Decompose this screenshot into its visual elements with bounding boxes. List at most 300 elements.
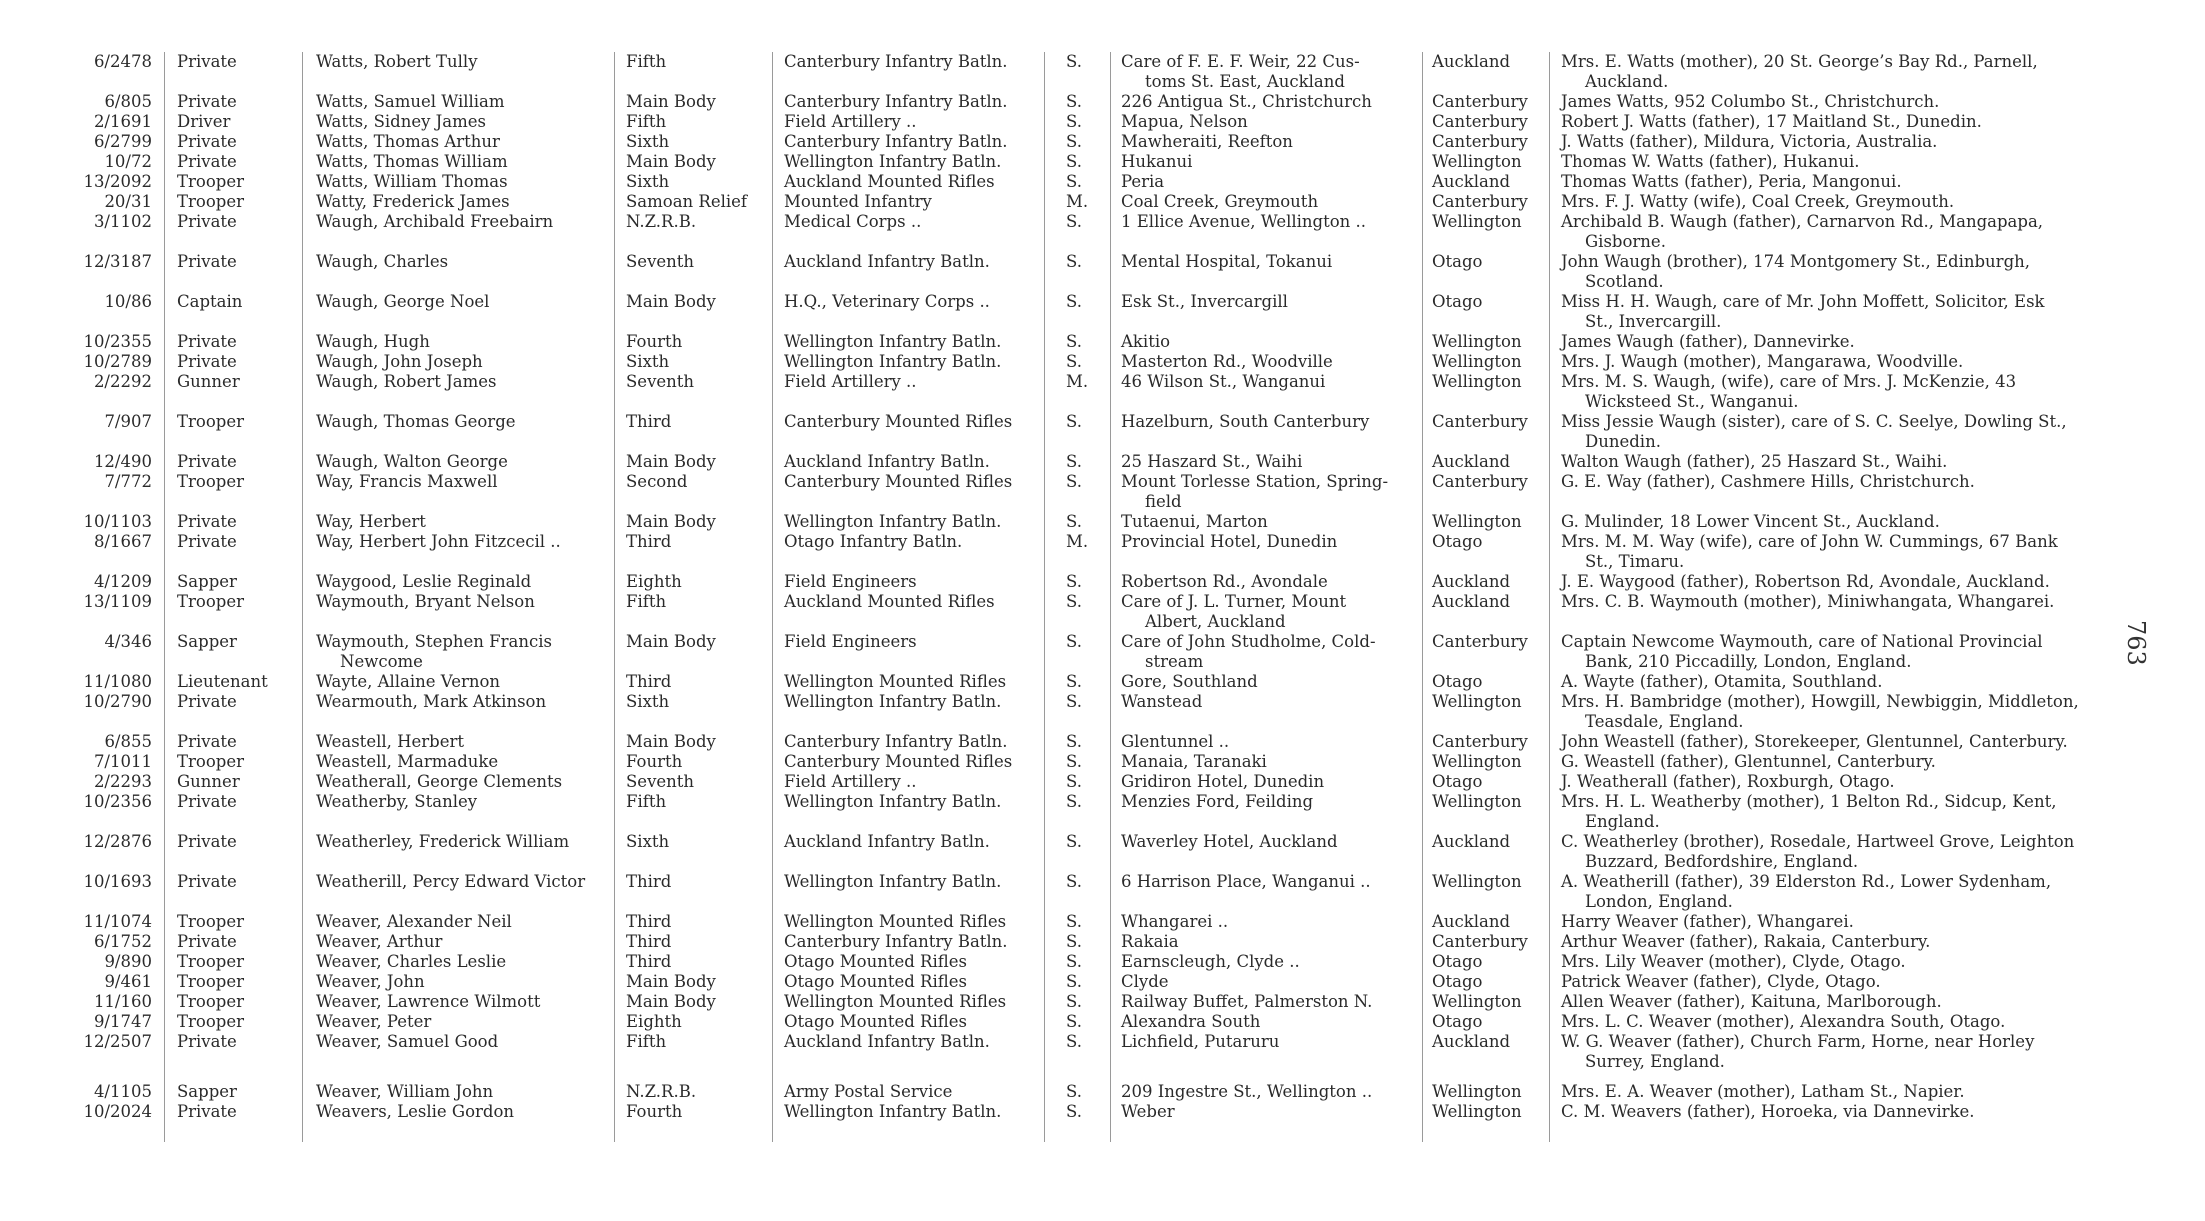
rank-text: Lieutenant [177,672,268,691]
cell-dist [1432,672,1483,692]
dist-text: Auckland [1432,912,1511,931]
rank-text: Trooper [177,912,244,931]
cell-dist [1432,132,1528,152]
cell-draft [626,372,694,392]
kin-text: Thomas Watts (father), Peria, Mangonui. [1561,172,1902,191]
unit-text: Auckland Infantry Batln. [784,1032,990,1051]
cell-kin [1561,352,1963,372]
unit-text: Auckland Infantry Batln. [784,832,990,851]
addr-text: 46 Wilson St., Wanganui [1121,372,1326,391]
cell-addr [1121,452,1302,472]
kin-continuation: Auckland. [1585,72,1669,91]
cell-addr [1121,412,1369,432]
kin-text: Allen Weaver (father), Kaituna, Marlborough. [1561,992,1942,1011]
cell-name [316,472,498,492]
cell-kin [1561,1012,2005,1032]
rank-text: Private [177,52,237,71]
kin-continuation: St., Invercargill. [1585,312,1722,331]
cell-draft [626,212,696,232]
cell-kin [1561,252,2031,291]
cell-draft [626,1082,696,1102]
kin-text: Mrs. E. A. Weaver (mother), Latham St., Napier. [1561,1082,1965,1101]
dist-text: Wellington [1432,152,1522,171]
cell-unit [784,872,1001,892]
rank-text: Sapper [177,572,237,591]
cell-unit [784,792,1001,812]
unit-text: Canterbury Infantry Batln. [784,132,1008,151]
dist-text: Wellington [1432,752,1522,771]
num-text: 4/1209 [93,572,152,591]
cell-addr [1121,972,1169,992]
cell-name [316,592,535,612]
rank-text: Private [177,132,237,151]
draft-text: Seventh [626,372,695,391]
cell-ms [1066,952,1082,972]
num-text: 10/2790 [83,692,152,711]
cell-rank [177,192,244,212]
num-text: 7/772 [104,472,152,491]
draft-text: Eighth [626,572,682,591]
cell-name [316,332,430,352]
cell-name [316,372,496,392]
num-text: 10/1103 [83,512,152,531]
cell-unit [784,732,1008,752]
cell-num [60,1012,152,1032]
draft-text: Seventh [626,772,695,791]
cell-draft [626,132,669,152]
unit-text: Mounted Infantry [784,192,932,211]
dist-text: Otago [1432,532,1483,551]
cell-draft [626,452,716,472]
num-text: 6/2478 [93,52,152,71]
addr-text: Rakaia [1121,932,1179,951]
unit-text: Wellington Mounted Rifles [784,992,1007,1011]
cell-ms [1066,972,1082,992]
num-text: 11/1080 [83,672,152,691]
cell-rank [177,1032,237,1052]
cell-kin [1561,452,1947,472]
ms-text: S. [1066,672,1082,691]
column-rule [1549,52,1550,1142]
cell-num [60,692,152,712]
name-text: Watts, Sidney James [316,112,487,131]
cell-unit [784,592,995,612]
cell-num [60,52,152,72]
cell-name [316,632,552,671]
cell-addr [1121,212,1366,232]
unit-text: Auckland Infantry Batln. [784,252,990,271]
page-number: 763 [2122,620,2150,666]
name-text: Weaver, Lawrence Wilmott [316,992,541,1011]
cell-kin [1561,412,2067,451]
ms-text: S. [1066,112,1082,131]
kin-continuation: Teasdale, England. [1585,712,1744,731]
dist-text: Canterbury [1432,732,1528,751]
cell-unit [784,992,1006,1012]
kin-text: A. Wayte (father), Otamita, Southland. [1561,672,1883,691]
cell-kin [1561,292,2045,331]
num-text: 10/2356 [83,792,152,811]
cell-addr [1121,292,1288,312]
draft-text: Third [626,932,672,951]
cell-ms [1066,412,1082,432]
cell-name [316,832,569,852]
cell-addr [1121,332,1170,352]
cell-draft [626,932,671,952]
cell-dist [1432,352,1522,372]
unit-text: Medical Corps .. [784,212,922,231]
cell-name [316,932,442,952]
unit-text: Wellington Infantry Batln. [784,1102,1002,1121]
draft-text: Eighth [626,1012,682,1031]
draft-text: Third [626,912,672,931]
rank-text: Sapper [177,632,237,651]
dist-text: Canterbury [1432,632,1528,651]
cell-ms [1066,452,1082,472]
rank-text: Gunner [177,372,240,391]
cell-rank [177,132,237,152]
cell-addr [1121,592,1347,631]
cell-rank [177,832,237,852]
cell-kin [1561,572,2050,592]
cell-addr [1121,1102,1175,1122]
num-text: 3/1102 [93,212,152,231]
cell-ms [1066,532,1088,552]
unit-text: Canterbury Mounted Rifles [784,752,1013,771]
draft-text: N.Z.R.B. [626,1082,697,1101]
cell-addr [1121,992,1372,1012]
addr-text: Menzies Ford, Feilding [1121,792,1314,811]
cell-kin [1561,952,1906,972]
cell-unit [784,472,1012,492]
cell-ms [1066,132,1082,152]
ms-text: S. [1066,832,1082,851]
cell-num [60,772,152,792]
cell-ms [1066,1012,1082,1032]
cell-rank [177,252,237,272]
cell-dist [1432,832,1510,852]
ms-text: S. [1066,572,1082,591]
draft-text: Sixth [626,172,670,191]
cell-draft [626,772,694,792]
cell-draft [626,752,682,772]
cell-num [60,912,152,932]
cell-unit [784,152,1001,172]
unit-text: Canterbury Infantry Batln. [784,932,1008,951]
unit-text: Otago Mounted Rifles [784,1012,967,1031]
ms-text: S. [1066,472,1082,491]
name-text: Waugh, John Joseph [316,352,483,371]
cell-ms [1066,692,1082,712]
cell-rank [177,932,237,952]
ms-text: S. [1066,452,1082,471]
cell-num [60,532,152,552]
num-text: 8/1667 [93,532,152,551]
column-rule [302,52,303,1142]
addr-text: Care of John Studholme, Cold- [1121,632,1376,651]
rank-text: Trooper [177,172,244,191]
cell-dist [1432,632,1528,652]
addr-text: Hazelburn, South Canterbury [1121,412,1370,431]
num-text: 6/1752 [93,932,152,951]
cell-unit [784,692,1001,712]
cell-kin [1561,692,2079,731]
cell-rank [177,472,244,492]
dist-text: Wellington [1432,212,1522,231]
dist-text: Wellington [1432,1082,1522,1101]
cell-num [60,152,152,172]
cell-draft [626,972,716,992]
name-text: Watty, Frederick James [316,192,510,211]
cell-draft [626,1012,682,1032]
kin-text: G. Mulinder, 18 Lower Vincent St., Auckland. [1561,512,1940,531]
name-text: Waugh, Hugh [316,332,430,351]
cell-num [60,1082,152,1102]
cell-addr [1121,1032,1279,1052]
ms-text: M. [1066,192,1089,211]
cell-name [316,1032,498,1052]
cell-dist [1432,912,1510,932]
draft-text: Sixth [626,832,670,851]
ms-text: S. [1066,752,1082,771]
ms-text: S. [1066,1102,1082,1121]
cell-name [316,1012,431,1032]
name-text: Weaver, Peter [316,1012,432,1031]
cell-name [316,52,478,72]
cell-dist [1432,92,1528,112]
name-text: Weaver, Arthur [316,932,443,951]
cell-ms [1066,932,1082,952]
draft-text: Sixth [626,692,670,711]
cell-name [316,192,510,212]
cell-addr [1121,112,1248,132]
cell-addr [1121,372,1325,392]
num-text: 2/2292 [93,372,152,391]
cell-name [316,292,489,312]
unit-text: Field Artillery .. [784,112,917,131]
cell-ms [1066,832,1082,852]
cell-rank [177,732,237,752]
cell-ms [1066,772,1082,792]
kin-text: Mrs. H. Bambridge (mother), Howgill, Newbiggin, Middleton, [1561,692,2079,711]
cell-unit [784,112,917,132]
rank-text: Sapper [177,1082,237,1101]
unit-text: Canterbury Infantry Batln. [784,732,1008,751]
cell-name [316,532,561,552]
unit-text: Canterbury Mounted Rifles [784,412,1013,431]
name-text: Watts, Thomas William [316,152,508,171]
name-text: Watts, Robert Tully [316,52,478,71]
cell-rank [177,372,240,392]
addr-text: Earnscleugh, Clyde .. [1121,952,1300,971]
kin-text: Thomas W. Watts (father), Hukanui. [1561,152,1860,171]
name-text: Way, Herbert John Fitzcecil .. [316,532,561,551]
cell-dist [1432,932,1528,952]
cell-name [316,112,486,132]
draft-text: Fifth [626,792,667,811]
cell-ms [1066,672,1082,692]
cell-addr [1121,932,1179,952]
cell-kin [1561,192,1954,212]
cell-draft [626,952,671,972]
cell-ms [1066,292,1082,312]
cell-addr [1121,1082,1372,1102]
name-text: Weastell, Marmaduke [316,752,499,771]
kin-text: Arthur Weaver (father), Rakaia, Canterbury. [1561,932,1931,951]
cell-name [316,412,516,432]
ms-text: S. [1066,252,1082,271]
cell-rank [177,872,237,892]
cell-rank [177,992,244,1012]
cell-kin [1561,772,1895,792]
name-text: Weaver, John [316,972,425,991]
cell-rank [177,792,237,812]
kin-text: Mrs. E. Watts (mother), 20 St. George’s Bay Rd., Parnell, [1561,52,2038,71]
cell-num [60,1032,152,1052]
num-text: 7/1011 [93,752,152,771]
dist-text: Canterbury [1432,132,1528,151]
addr-text: Mapua, Nelson [1121,112,1248,131]
cell-rank [177,52,237,72]
cell-draft [626,52,666,72]
name-text: Weavers, Leslie Gordon [316,1102,515,1121]
name-text: Watts, Samuel William [316,92,505,111]
cell-draft [626,92,716,112]
addr-text: Care of J. L. Turner, Mount [1121,592,1347,611]
unit-text: Auckland Mounted Rifles [784,172,995,191]
unit-text: Field Engineers [784,632,917,651]
cell-num [60,952,152,972]
dist-text: Canterbury [1432,192,1528,211]
kin-text: Mrs. F. J. Watty (wife), Coal Creek, Greymouth. [1561,192,1955,211]
ms-text: S. [1066,872,1082,891]
cell-name [316,912,512,932]
addr-text: Masterton Rd., Woodville [1121,352,1333,371]
rank-text: Gunner [177,772,240,791]
unit-text: Wellington Mounted Rifles [784,672,1007,691]
dist-text: Wellington [1432,352,1522,371]
dist-text: Wellington [1432,372,1522,391]
cell-dist [1432,792,1522,812]
addr-text: Coal Creek, Greymouth [1121,192,1319,211]
rank-text: Trooper [177,752,244,771]
cell-dist [1432,452,1510,472]
num-text: 2/1691 [93,112,152,131]
draft-text: Second [626,472,688,491]
cell-num [60,472,152,492]
cell-addr [1121,192,1318,212]
kin-text: G. E. Way (father), Cashmere Hills, Christchurch. [1561,472,1975,491]
rank-text: Driver [177,112,231,131]
name-text: Watts, William Thomas [316,172,508,191]
rank-text: Private [177,212,237,231]
dist-text: Otago [1432,1012,1483,1031]
draft-text: Fifth [626,52,667,71]
cell-unit [784,512,1001,532]
cell-ms [1066,632,1082,652]
rank-text: Trooper [177,472,244,491]
num-text: 10/2789 [83,352,152,371]
draft-text: Main Body [626,452,716,471]
unit-text: H.Q., Veterinary Corps .. [784,292,990,311]
ms-text: S. [1066,772,1082,791]
name-continuation: Newcome [340,652,423,671]
ms-text: S. [1066,732,1082,751]
addr-text: Glentunnel .. [1121,732,1230,751]
addr-text: Hukanui [1121,152,1193,171]
cell-name [316,512,426,532]
dist-text: Auckland [1432,572,1511,591]
cell-ms [1066,1082,1082,1102]
cell-kin [1561,672,1883,692]
name-text: Weatherby, Stanley [316,792,478,811]
name-text: Weaver, Samuel Good [316,1032,499,1051]
kin-continuation: St., Timaru. [1585,552,1685,571]
cell-num [60,932,152,952]
cell-rank [177,912,244,932]
num-text: 12/3187 [83,252,152,271]
cell-dist [1432,1082,1522,1102]
draft-text: N.Z.R.B. [626,212,697,231]
cell-num [60,132,152,152]
cell-unit [784,292,990,312]
num-text: 9/1747 [93,1012,152,1031]
name-text: Wayte, Allaine Vernon [316,672,501,691]
draft-text: Seventh [626,252,695,271]
rank-text: Captain [177,292,243,311]
addr-text: Mawheraiti, Reefton [1121,132,1293,151]
cell-num [60,1102,152,1122]
unit-text: Wellington Infantry Batln. [784,872,1002,891]
ms-text: S. [1066,92,1082,111]
cell-unit [784,632,917,652]
cell-draft [626,692,669,712]
ms-text: S. [1066,172,1082,191]
num-text: 12/490 [93,452,152,471]
cell-name [316,452,508,472]
cell-dist [1432,512,1522,532]
cell-kin [1561,1032,2035,1071]
rank-text: Trooper [177,952,244,971]
cell-num [60,992,152,1012]
kin-text: J. Watts (father), Mildura, Victoria, Australia. [1561,132,1938,151]
num-text: 10/2024 [83,1102,152,1121]
kin-text: Miss Jessie Waugh (sister), care of S. C. Seelye, Dowling St., [1561,412,2067,431]
cell-dist [1432,212,1522,232]
cell-kin [1561,172,1902,192]
cell-ms [1066,352,1082,372]
cell-unit [784,1102,1001,1122]
cell-addr [1121,952,1300,972]
cell-ms [1066,332,1082,352]
dist-text: Wellington [1432,692,1522,711]
cell-dist [1432,412,1528,432]
kin-text: Mrs. C. B. Waymouth (mother), Miniwhangata, Whangarei. [1561,592,2055,611]
ms-text: S. [1066,412,1082,431]
unit-text: Field Artillery .. [784,772,917,791]
unit-text: Wellington Infantry Batln. [784,332,1002,351]
cell-num [60,972,152,992]
addr-text: Provincial Hotel, Dunedin [1121,532,1338,551]
kin-text: G. Weastell (father), Glentunnel, Canterbury. [1561,752,1936,771]
rank-text: Trooper [177,1012,244,1031]
cell-unit [784,252,990,272]
cell-rank [177,212,237,232]
cell-addr [1121,132,1293,152]
column-rule [1110,52,1111,1142]
name-text: Weatherill, Percy Edward Victor [316,872,586,891]
addr-text: Peria [1121,172,1165,191]
